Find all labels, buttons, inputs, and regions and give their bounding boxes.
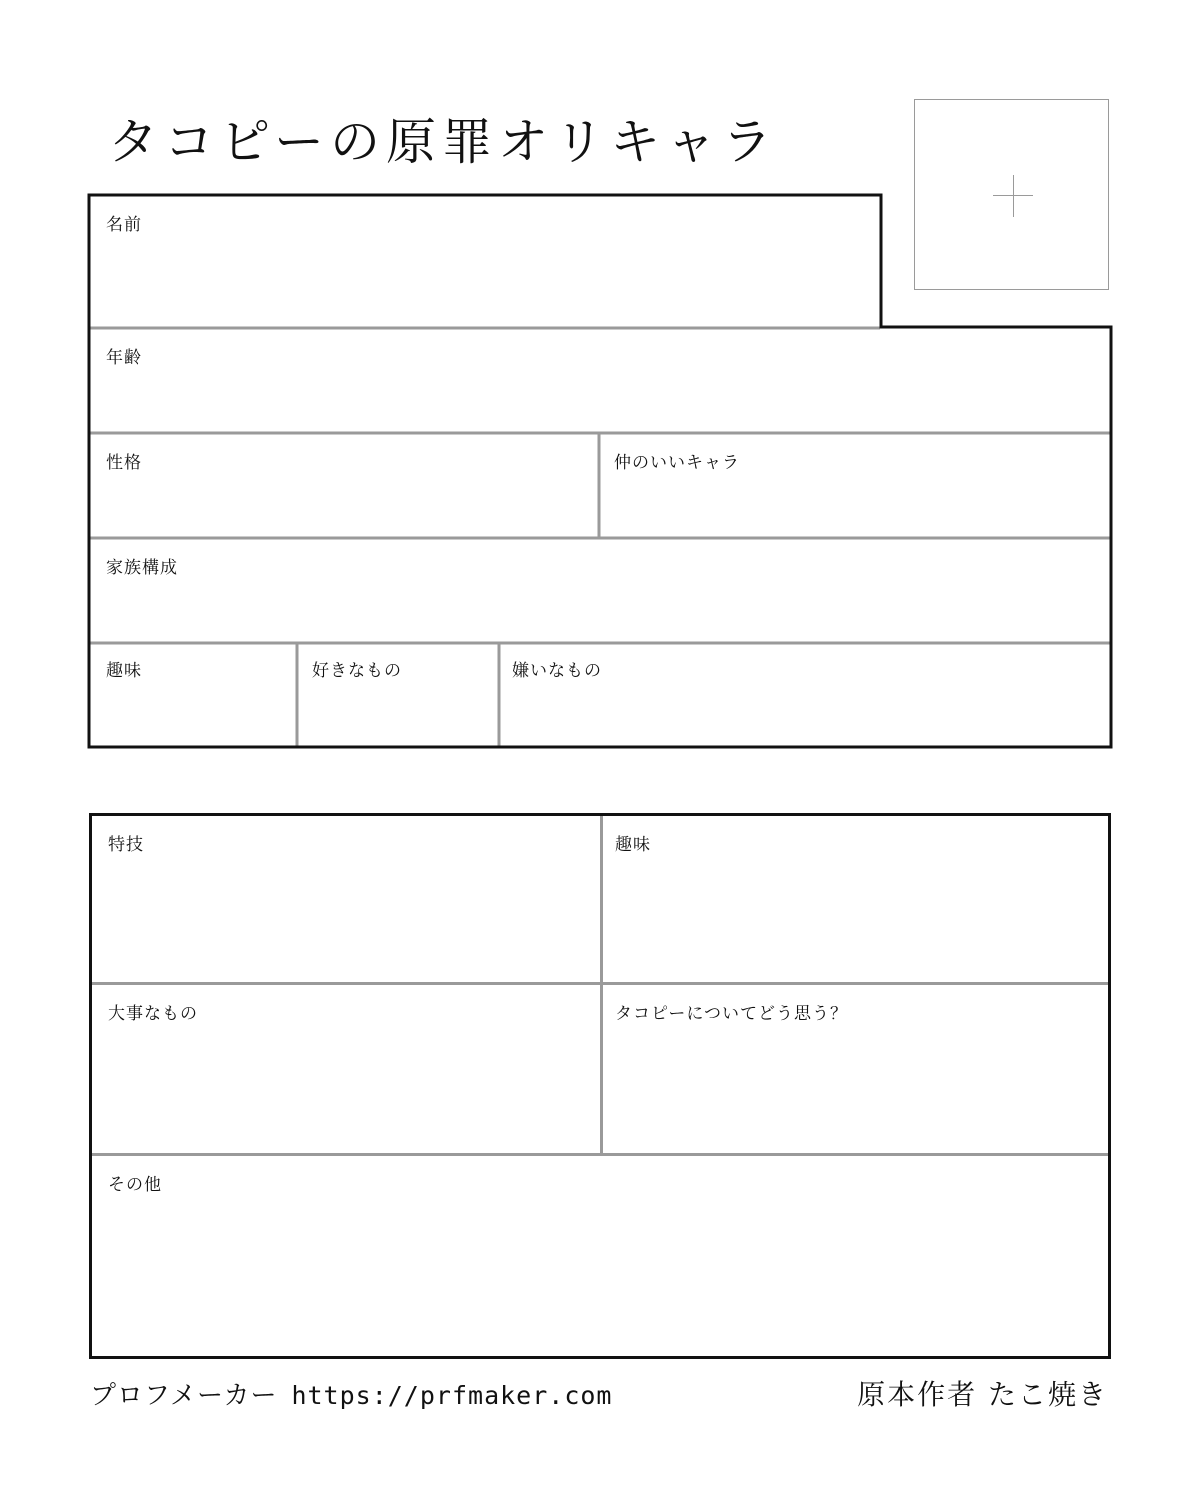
- personality-field[interactable]: [90, 434, 598, 537]
- hobby-2-field[interactable]: [603, 816, 1108, 982]
- footer-author: 原本作者 たこ焼き: [857, 1378, 1108, 1411]
- dislikes-field[interactable]: [500, 644, 1110, 746]
- profile-section-2: [89, 813, 1111, 1359]
- other-field[interactable]: [92, 1156, 1108, 1356]
- treasure-label: 大事なもの: [108, 1004, 198, 1024]
- friends-label: 仲のいいキャラ: [614, 453, 740, 473]
- dislikes-label: 嫌いなもの: [512, 661, 602, 681]
- friends-field[interactable]: [600, 434, 1110, 537]
- hobby-2-label: 趣味: [615, 835, 651, 855]
- opinion-field[interactable]: [603, 985, 1108, 1153]
- name-field[interactable]: [90, 196, 880, 327]
- maker-url-link[interactable]: https://prfmaker.com: [291, 1381, 613, 1410]
- name-label: 名前: [106, 215, 142, 235]
- family-field[interactable]: [90, 539, 1110, 642]
- other-label: その他: [108, 1175, 162, 1195]
- hobby-field[interactable]: [90, 644, 296, 746]
- footer-maker: [90, 1375, 612, 1412]
- age-field[interactable]: [90, 329, 1110, 432]
- skill-field[interactable]: [92, 816, 600, 982]
- opinion-label: タコピーについてどう思う？: [615, 1004, 848, 1024]
- skill-label: 特技: [108, 835, 144, 855]
- treasure-field[interactable]: [92, 985, 600, 1153]
- age-label: 年齢: [106, 348, 142, 368]
- family-label: 家族構成: [106, 558, 178, 578]
- sheet-title: タコピーの原罪オリキャラ: [108, 113, 778, 171]
- maker-name: プロフメーカー: [90, 1381, 278, 1411]
- hobby-label: 趣味: [106, 661, 142, 681]
- likes-label: 好きなもの: [312, 661, 402, 681]
- personality-label: 性格: [106, 453, 142, 473]
- likes-field[interactable]: [298, 644, 498, 746]
